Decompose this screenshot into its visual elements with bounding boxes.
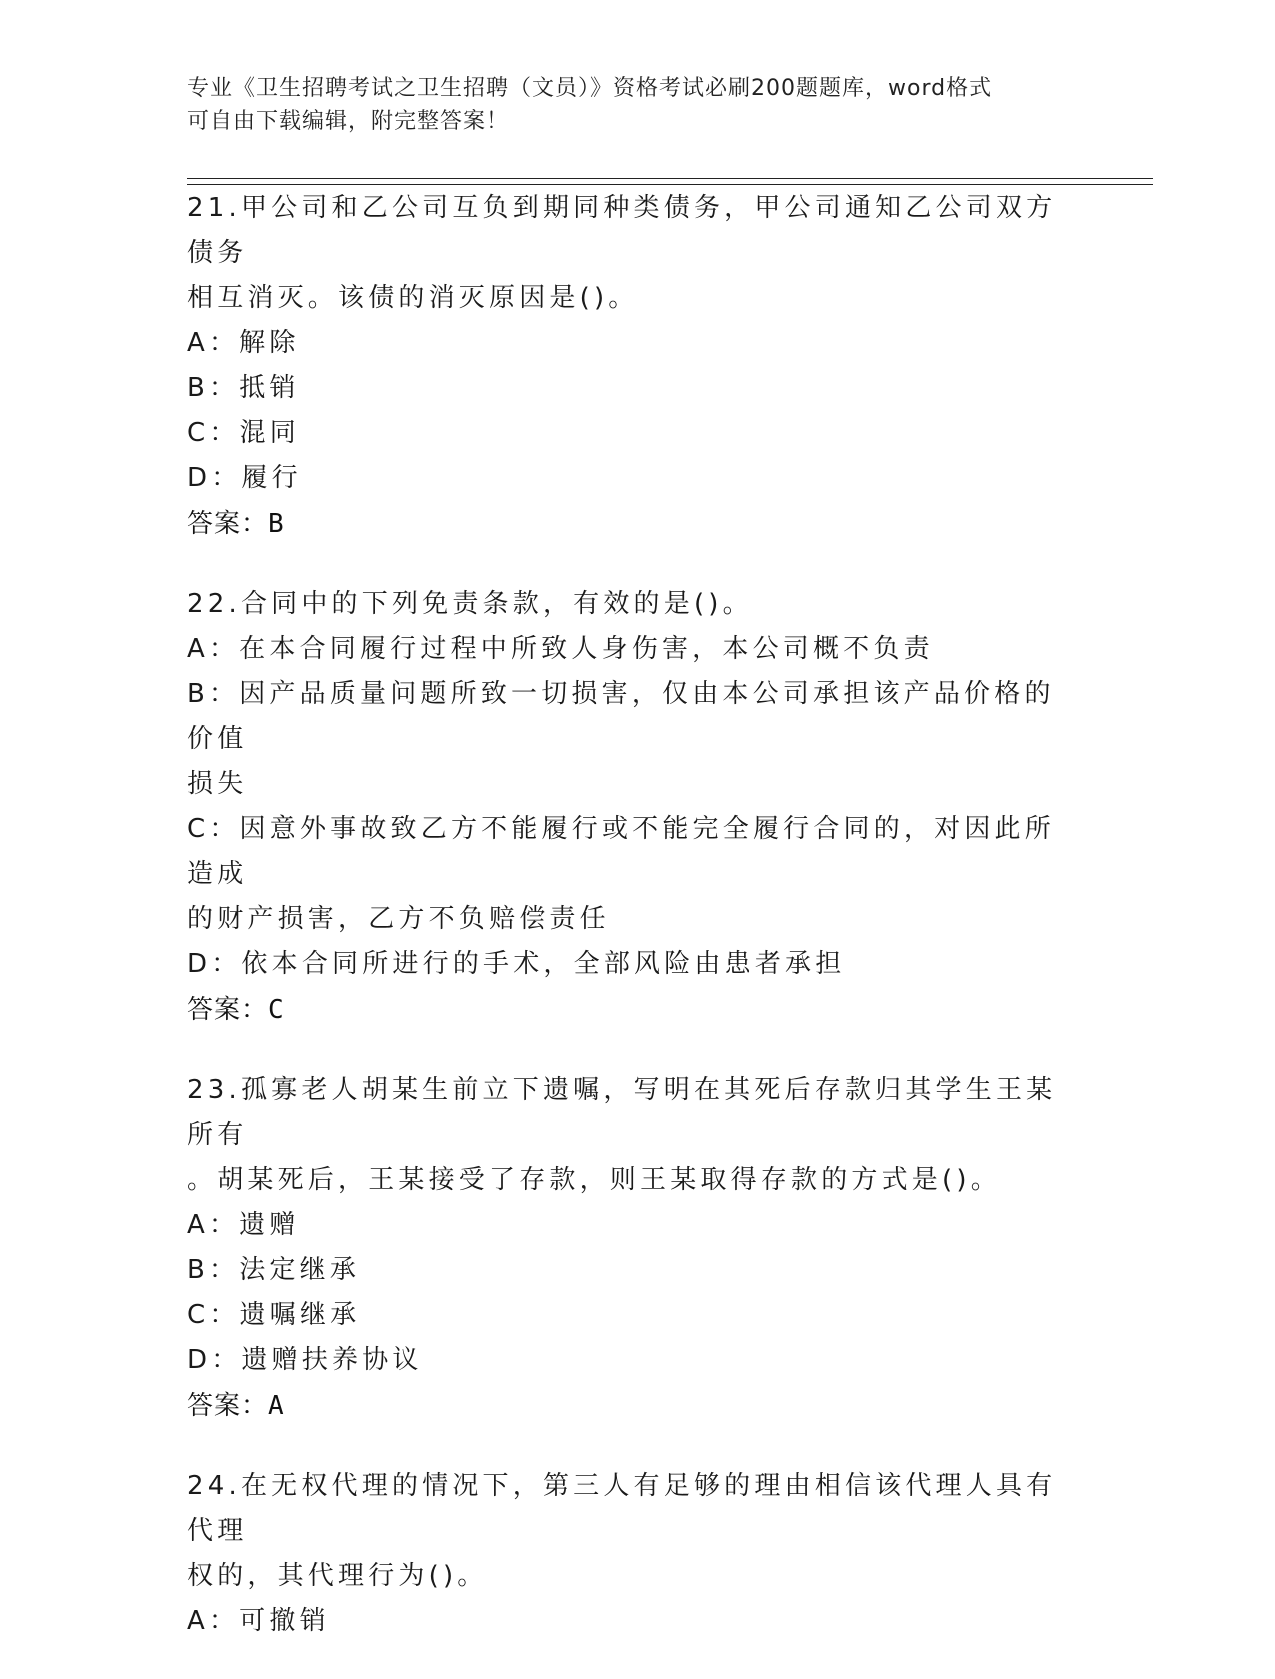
question-stem-line: 23.孤寡老人胡某生前立下遗嘱，写明在其死后存款归其学生王某所有 <box>187 1075 1057 1150</box>
option-b-continued: 损失 <box>187 769 248 799</box>
option-a: A：遗赠 <box>187 1210 300 1240</box>
question-stem-line: 22.合同中的下列免责条款，有效的是()。 <box>187 589 753 619</box>
option-b: B：抵销 <box>187 373 300 403</box>
question-stem-line: 。胡某死后，王某接受了存款，则王某取得存款的方式是()。 <box>187 1165 1001 1195</box>
question-stem-line: 24.在无权代理的情况下，第三人有足够的理由相信该代理人具有代理 <box>187 1471 1057 1546</box>
option-b: B：法定继承 <box>187 1255 361 1285</box>
header-rule-bottom <box>187 184 1153 185</box>
answer-line <box>187 987 1067 1033</box>
option-c: C：遗嘱继承 <box>187 1300 361 1330</box>
question-stem-line: 相互消灭。该债的消灭原因是()。 <box>187 283 639 313</box>
question-stem-line: 21.甲公司和乙公司互负到期同种类债务，甲公司通知乙公司双方债务 <box>187 193 1057 268</box>
option-b: B：因产品质量问题所致一切损害，仅由本公司承担该产品价格的价值 <box>187 679 1055 754</box>
header-rule-top <box>187 178 1153 179</box>
question-list <box>187 186 1067 1679</box>
document-header <box>187 72 1087 138</box>
header-line-2: 可自由下载编辑，附完整答案！ <box>187 109 510 134</box>
answer-label: 答案： <box>187 509 269 539</box>
question-24 <box>187 1464 1067 1644</box>
answer-line <box>187 501 1067 547</box>
answer-line <box>187 1383 1067 1429</box>
answer-value: A <box>268 1391 285 1421</box>
question-stem-line: 权的，其代理行为()。 <box>187 1561 488 1591</box>
option-c: C：混同 <box>187 418 300 448</box>
answer-value: B <box>268 509 285 539</box>
option-a: A：可撤销 <box>187 1606 330 1636</box>
question-22 <box>187 582 1067 1033</box>
question-21 <box>187 186 1067 547</box>
option-d: D：依本合同所进行的手术，全部风险由患者承担 <box>187 949 846 979</box>
answer-label: 答案： <box>187 1391 269 1421</box>
answer-value: C <box>268 995 285 1025</box>
option-c: C：因意外事故致乙方不能履行或不能完全履行合同的，对因此所造成 <box>187 814 1055 889</box>
header-line-1: 专业《卫生招聘考试之卫生招聘（文员）》资格考试必刷200题题库，word格式 <box>187 76 993 101</box>
option-d: D：履行 <box>187 463 302 493</box>
question-23 <box>187 1068 1067 1429</box>
option-c-continued: 的财产损害，乙方不负赔偿责任 <box>187 904 610 934</box>
answer-label: 答案： <box>187 995 269 1025</box>
option-a: A：在本合同履行过程中所致人身伤害，本公司概不负责 <box>187 634 934 664</box>
option-a: A：解除 <box>187 328 300 358</box>
option-d: D：遗赠扶养协议 <box>187 1345 423 1375</box>
